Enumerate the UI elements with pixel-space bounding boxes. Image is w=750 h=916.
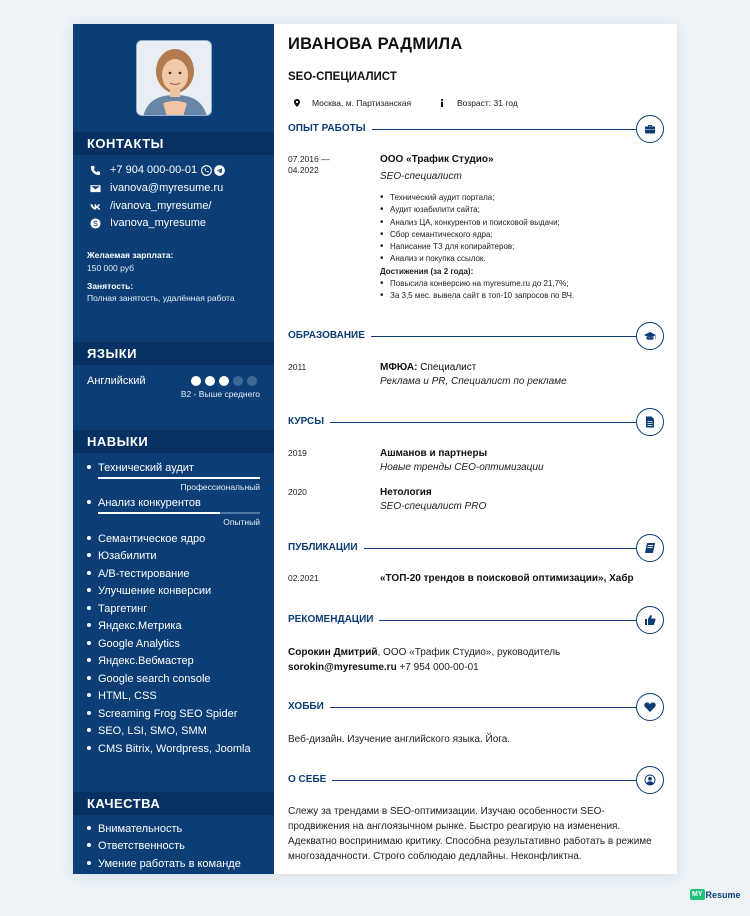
phone-icon [89, 164, 101, 176]
skill-item: Screaming Frog SEO Spider [87, 708, 237, 720]
document-icon [636, 408, 664, 436]
quality-item: Внимательность [87, 823, 182, 835]
publication-date: 02.2021 [288, 573, 319, 583]
duty-item: • Технический аудит портала; [380, 192, 574, 204]
briefcase-icon [636, 115, 664, 143]
heart-icon [636, 693, 664, 721]
skill-item: Google Analytics [87, 638, 180, 650]
skill-level: Профессиональный [180, 482, 260, 492]
education-header [288, 322, 664, 350]
employment-label: Занятость: [87, 281, 134, 291]
skill-item: Технический аудит [87, 462, 194, 474]
person-name: ИВАНОВА РАДМИЛА [288, 35, 463, 53]
achievement-item: • Повысила конверсию на myresume.ru до 21,7%; [380, 278, 574, 290]
skill-item: Таргетинг [87, 603, 147, 615]
experience-duties [380, 192, 574, 303]
vk-text: /ivanova_myresume/ [110, 200, 212, 212]
age [438, 98, 518, 108]
skill-item: Яндекс.Вебмастер [87, 655, 194, 667]
vk-contact[interactable] [89, 200, 212, 212]
rating-dot [205, 376, 215, 386]
recommendations-header [288, 606, 664, 634]
hobby-title: ХОББИ [288, 701, 330, 712]
sidebar [73, 24, 274, 874]
course-year: 2020 [288, 487, 307, 497]
qualities-heading: КАЧЕСТВА [73, 792, 274, 815]
skype-icon [89, 217, 101, 229]
publications-header [288, 534, 664, 562]
recommendation-person: Сорокин Дмитрий, ООО «Трафик Студио», руководитель [288, 647, 561, 658]
courses-header [288, 408, 664, 436]
experience-role: SEO-специалист [380, 171, 462, 182]
course-year: 2019 [288, 448, 307, 458]
duty-item: • Аудит юзабилити сайта; [380, 204, 574, 216]
job-position: SEO-СПЕЦИАЛИСТ [288, 71, 397, 83]
map-pin-icon [293, 99, 301, 107]
phone-text: +7 904 000-00-01 [110, 164, 198, 176]
quality-item: Умение работать в команде [87, 858, 241, 870]
book-icon [636, 534, 664, 562]
hobby-text: Веб-дизайн. Изучение английского языка. Йога. [288, 734, 511, 745]
language-level: B2 - Выше среднего [180, 389, 260, 399]
quality-item: Ответственность [87, 840, 185, 852]
contacts-heading: КОНТАКТЫ [73, 132, 274, 155]
achievements-title: Достижения (за 2 года): [380, 266, 474, 276]
main-content [274, 24, 677, 874]
profile-photo [136, 40, 212, 116]
salary-label: Желаемая зарплата: [87, 250, 174, 260]
resume-page [73, 24, 677, 874]
courses-title: КУРСЫ [288, 416, 330, 427]
about-text: Слежу за трендами в SEO-оптимизации. Изучаю особенности SEO-продвижения на англоязычном рынке. Быстро реагирую на изменения. Адекватно воспринимаю критику. Способна результативно работать в режиме многозадачности. Строго соблюдаю дедлайны. Неконфликтна. [288, 806, 652, 862]
myresume-logo[interactable] [690, 889, 741, 900]
education-year: 2011 [288, 362, 307, 372]
language-name: Английский [87, 375, 146, 387]
publication-name: «ТОП-20 трендов в поисковой оптимизации», Хабр [380, 573, 634, 584]
experience-dates: 07.2016 — 04.2022 [288, 154, 330, 176]
skill-item: Яндекс.Метрика [87, 620, 182, 632]
age-text: Возраст: 31 год [457, 98, 518, 108]
course-org: Ашманов и партнеры [380, 448, 488, 459]
experience-company: ООО «Трафик Студио» [380, 154, 494, 165]
duty-item: • Анализ ЦА, конкурентов и поисковой выдачи; [380, 217, 574, 229]
skype-text: Ivanova_myresume [110, 217, 206, 229]
logo-text: Resume [705, 889, 741, 900]
employment-value: Полная занятость, удалённая работа [87, 293, 235, 303]
skill-item: Улучшение конверсии [87, 585, 211, 597]
languages-heading: ЯЗЫКИ [73, 342, 274, 365]
publications-title: ПУБЛИКАЦИИ [288, 542, 364, 553]
education-title: ОБРАЗОВАНИЕ [288, 330, 371, 341]
about-header [288, 766, 664, 794]
duty-item: • Написание ТЗ для копирайтеров; [380, 241, 574, 253]
graduation-cap-icon [636, 322, 664, 350]
phone-contact[interactable] [89, 164, 225, 176]
skill-bar [98, 477, 260, 479]
course-name: Новые тренды СЕО-оптимизации [380, 462, 544, 473]
rating-dot [247, 376, 257, 386]
skill-item: Семантическое ядро [87, 533, 205, 545]
skill-item: SEO, LSI, SMO, SMM [87, 725, 207, 737]
recommendation-contacts: sorokin@myresume.ru +7 954 000-00-01 [288, 662, 479, 673]
skill-item: CMS Bitrix, Wordpress, Joomla [87, 743, 251, 755]
info-icon [438, 99, 446, 107]
envelope-icon [89, 182, 101, 194]
rating-dot [233, 376, 243, 386]
location-text: Москва, м. Партизанская [312, 98, 412, 108]
recommendations-title: РЕКОМЕНДАЦИИ [288, 614, 379, 625]
rating-dot [219, 376, 229, 386]
about-title: О СЕБЕ [288, 774, 332, 785]
salary-value: 150 000 руб [87, 263, 134, 273]
achievement-item: • За 3,5 мес. вывела сайт в топ-10 запросов по ВЧ. [380, 290, 574, 302]
whatsapp-icon [200, 164, 212, 176]
duty-item: • Анализ и покупка ссылок. [380, 253, 574, 265]
telegram-icon [213, 164, 225, 176]
skills-heading: НАВЫКИ [73, 430, 274, 453]
skill-item: HTML, CSS [87, 690, 157, 702]
vk-icon [89, 200, 101, 212]
experience-header [288, 115, 664, 143]
course-name: SEO-специалист PRO [380, 501, 487, 512]
skype-contact[interactable] [89, 217, 206, 229]
user-circle-icon [636, 766, 664, 794]
email-text: ivanova@myresume.ru [110, 182, 224, 194]
location [293, 98, 411, 108]
logo-badge: MY [692, 891, 703, 898]
skill-item: Юзабилити [87, 550, 156, 562]
education-field: Реклама и PR, Специалист по рекламе [380, 376, 567, 387]
rating-dot [191, 376, 201, 386]
thumbs-up-icon [636, 606, 664, 634]
duty-item: • Сбор семантического ядра; [380, 229, 574, 241]
education-school: МФЮА: Специалист [380, 362, 477, 373]
hobby-header [288, 693, 664, 721]
skill-bar [98, 512, 260, 514]
skill-level: Опытный [223, 517, 260, 527]
skill-item: Google search console [87, 673, 211, 685]
skill-item: A/B-тестирование [87, 568, 190, 580]
course-org: Нетология [380, 487, 432, 498]
language-rating [191, 376, 257, 386]
email-contact[interactable] [89, 182, 223, 194]
skill-item: Анализ конкурентов [87, 497, 201, 509]
experience-title: ОПЫТ РАБОТЫ [288, 123, 372, 134]
